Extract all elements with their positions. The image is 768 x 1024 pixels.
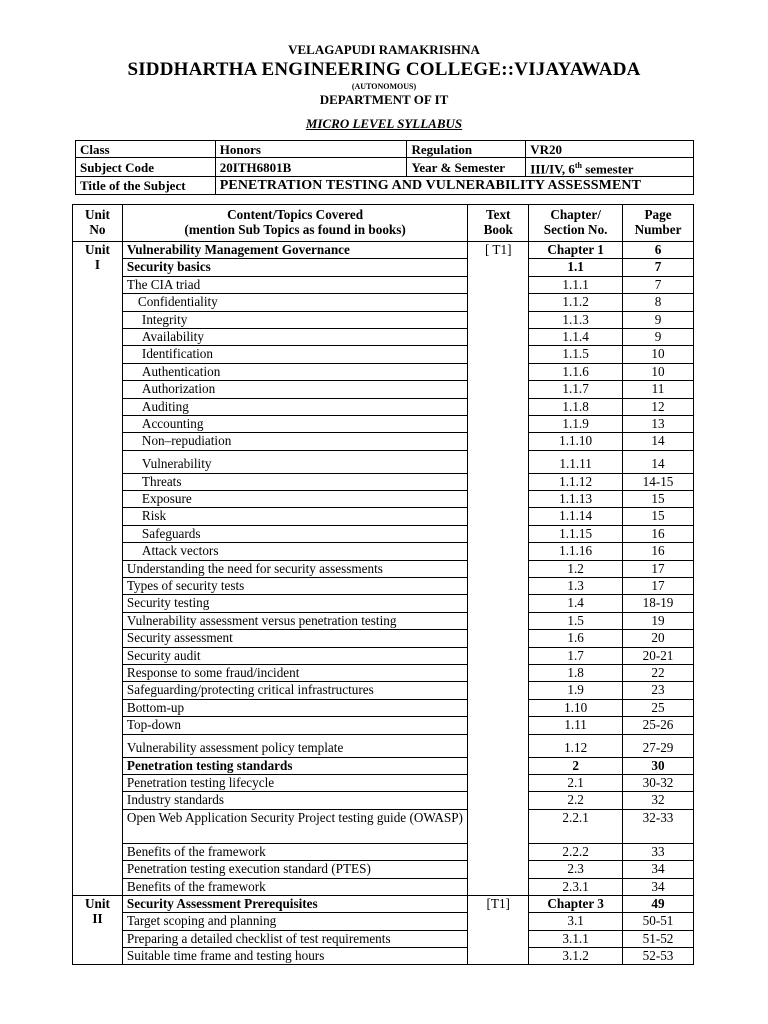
page-cell: 18-19 bbox=[623, 595, 694, 612]
table-row bbox=[73, 792, 694, 809]
page-cell: 34 bbox=[623, 861, 694, 878]
page-cell: 23 bbox=[623, 682, 694, 699]
topic-cell: Threats bbox=[122, 473, 467, 490]
table-row bbox=[73, 560, 694, 577]
section-cell: 1.1.4 bbox=[529, 328, 623, 345]
table-row bbox=[73, 578, 694, 595]
table-header-row bbox=[73, 205, 694, 242]
section-cell: 1.10 bbox=[529, 699, 623, 716]
section-cell: 1.2 bbox=[529, 560, 623, 577]
topic-cell: Integrity bbox=[122, 311, 467, 328]
page-cell: 14 bbox=[623, 450, 694, 473]
page-cell: 20 bbox=[623, 630, 694, 647]
page-cell: 6 bbox=[623, 242, 694, 259]
table-row bbox=[73, 381, 694, 398]
table-row bbox=[73, 276, 694, 293]
section-cell: 2.2.1 bbox=[529, 809, 623, 843]
info-row-class bbox=[76, 141, 694, 158]
page-cell: 14 bbox=[623, 433, 694, 450]
section-cell: 1.1.10 bbox=[529, 433, 623, 450]
table-row bbox=[73, 878, 694, 895]
col-header-unit: Unit No bbox=[73, 205, 123, 242]
section-cell: 2 bbox=[529, 757, 623, 774]
topic-cell: Top-down bbox=[122, 717, 467, 734]
topic-cell: Security testing bbox=[122, 595, 467, 612]
page-cell: 25 bbox=[623, 699, 694, 716]
topic-cell: Open Web Application Security Project testing guide (OWASP) bbox=[122, 809, 467, 843]
class-label: Class bbox=[76, 141, 216, 158]
topic-cell: Vulnerability Management Governance bbox=[122, 242, 467, 259]
topic-cell: Accounting bbox=[122, 415, 467, 432]
table-row bbox=[73, 757, 694, 774]
table-row bbox=[73, 612, 694, 629]
topic-cell: Benefits of the framework bbox=[122, 878, 467, 895]
topic-cell: Benefits of the framework bbox=[122, 843, 467, 860]
section-cell: 2.2 bbox=[529, 792, 623, 809]
course-info-table bbox=[75, 140, 694, 195]
col-header-chapter: Chapter/ Section No. bbox=[529, 205, 623, 242]
autonomous-label: (AUTONOMOUS) bbox=[351, 82, 417, 91]
page-cell: 16 bbox=[623, 525, 694, 542]
page-cell: 30 bbox=[623, 757, 694, 774]
topic-cell: Vulnerability bbox=[122, 450, 467, 473]
topic-cell: Identification bbox=[122, 346, 467, 363]
table-row bbox=[73, 433, 694, 450]
page-cell: 13 bbox=[623, 415, 694, 432]
table-row bbox=[73, 363, 694, 380]
section-cell: 3.1.2 bbox=[529, 948, 623, 965]
page-cell: 34 bbox=[623, 878, 694, 895]
topic-cell: Preparing a detailed checklist of test requirements bbox=[122, 930, 467, 947]
page-cell: 16 bbox=[623, 543, 694, 560]
table-row bbox=[73, 734, 694, 757]
table-row bbox=[73, 774, 694, 791]
section-cell: 1.1.9 bbox=[529, 415, 623, 432]
table-row bbox=[73, 809, 694, 843]
col-header-textbook: Text Book bbox=[468, 205, 529, 242]
topic-cell: Availability bbox=[122, 328, 467, 345]
section-cell: 1.1.1 bbox=[529, 276, 623, 293]
subject-title-label: Title of the Subject bbox=[76, 177, 216, 195]
topic-cell: Non–repudiation bbox=[122, 433, 467, 450]
topic-cell: Target scoping and planning bbox=[122, 913, 467, 930]
page-cell: 52-53 bbox=[623, 948, 694, 965]
table-row bbox=[73, 294, 694, 311]
topic-cell: Security basics bbox=[122, 259, 467, 276]
table-row bbox=[73, 328, 694, 345]
topic-cell: Penetration testing standards bbox=[122, 757, 467, 774]
topic-cell: Security audit bbox=[122, 647, 467, 664]
section-cell: 1.1.2 bbox=[529, 294, 623, 311]
institution-line-1: VELAGAPUDI RAMAKRISHNA bbox=[288, 42, 480, 57]
table-row bbox=[73, 525, 694, 542]
section-cell: 1.1.16 bbox=[529, 543, 623, 560]
table-row bbox=[73, 415, 694, 432]
section-cell: 1.1.7 bbox=[529, 381, 623, 398]
table-row bbox=[73, 664, 694, 681]
info-row-code bbox=[76, 158, 694, 177]
table-row bbox=[73, 699, 694, 716]
regulation-value: VR20 bbox=[526, 141, 694, 158]
topic-cell: Understanding the need for security assessments bbox=[122, 560, 467, 577]
page-cell: 51-52 bbox=[623, 930, 694, 947]
unit-cell: Unit I bbox=[73, 242, 123, 896]
section-cell: 2.3.1 bbox=[529, 878, 623, 895]
section-cell: 1.1.13 bbox=[529, 491, 623, 508]
section-cell: 1.3 bbox=[529, 578, 623, 595]
section-cell: 1.4 bbox=[529, 595, 623, 612]
section-cell: 1.5 bbox=[529, 612, 623, 629]
page-cell: 32 bbox=[623, 792, 694, 809]
year-semester-label: Year & Semester bbox=[407, 158, 526, 177]
section-cell: 1.1.6 bbox=[529, 363, 623, 380]
section-cell: 2.2.2 bbox=[529, 843, 623, 860]
table-row bbox=[73, 948, 694, 965]
page-cell: 27-29 bbox=[623, 734, 694, 757]
topic-cell: Authorization bbox=[122, 381, 467, 398]
table-row bbox=[73, 543, 694, 560]
textbook-cell: [T1] bbox=[468, 895, 529, 965]
topic-cell: Types of security tests bbox=[122, 578, 467, 595]
page-cell: 22 bbox=[623, 664, 694, 681]
class-value: Honors bbox=[215, 141, 407, 158]
subject-code-label: Subject Code bbox=[76, 158, 216, 177]
section-cell: 2.3 bbox=[529, 861, 623, 878]
section-cell: 3.1.1 bbox=[529, 930, 623, 947]
table-row bbox=[73, 930, 694, 947]
page-cell: 9 bbox=[623, 328, 694, 345]
topic-cell: Safeguarding/protecting critical infrastructures bbox=[122, 682, 467, 699]
page-cell: 10 bbox=[623, 363, 694, 380]
page-cell: 20-21 bbox=[623, 647, 694, 664]
table-row bbox=[73, 843, 694, 860]
page-cell: 15 bbox=[623, 491, 694, 508]
page-cell: 25-26 bbox=[623, 717, 694, 734]
section-cell: 1.9 bbox=[529, 682, 623, 699]
year-semester-value: III/IV, 6th semester bbox=[526, 158, 694, 177]
section-cell: 1.1.14 bbox=[529, 508, 623, 525]
section-cell: 3.1 bbox=[529, 913, 623, 930]
section-cell: 1.6 bbox=[529, 630, 623, 647]
page-cell: 17 bbox=[623, 578, 694, 595]
section-cell: 1.7 bbox=[529, 647, 623, 664]
table-row bbox=[73, 508, 694, 525]
page-cell: 19 bbox=[623, 612, 694, 629]
topic-cell: Safeguards bbox=[122, 525, 467, 542]
topic-cell: Penetration testing execution standard (PTES) bbox=[122, 861, 467, 878]
page-cell: 10 bbox=[623, 346, 694, 363]
regulation-label: Regulation bbox=[407, 141, 526, 158]
page-cell: 30-32 bbox=[623, 774, 694, 791]
section-cell: 1.1.15 bbox=[529, 525, 623, 542]
topic-cell: Confidentiality bbox=[122, 294, 467, 311]
col-header-page: Page Number bbox=[623, 205, 694, 242]
table-row bbox=[73, 311, 694, 328]
section-cell: 1.1 bbox=[529, 259, 623, 276]
topic-cell: Attack vectors bbox=[122, 543, 467, 560]
page-cell: 17 bbox=[623, 560, 694, 577]
topic-cell: Authentication bbox=[122, 363, 467, 380]
page-cell: 12 bbox=[623, 398, 694, 415]
page-cell: 49 bbox=[623, 895, 694, 912]
topic-cell: Vulnerability assessment versus penetration testing bbox=[122, 612, 467, 629]
table-row bbox=[73, 913, 694, 930]
table-row bbox=[73, 259, 694, 276]
section-cell: Chapter 3 bbox=[529, 895, 623, 912]
page-cell: 8 bbox=[623, 294, 694, 311]
section-cell: 1.8 bbox=[529, 664, 623, 681]
topic-cell: The CIA triad bbox=[122, 276, 467, 293]
section-cell: 1.1.5 bbox=[529, 346, 623, 363]
section-cell: 2.1 bbox=[529, 774, 623, 791]
table-row bbox=[73, 398, 694, 415]
table-row bbox=[73, 895, 694, 912]
topic-cell: Industry standards bbox=[122, 792, 467, 809]
topic-cell: Security assessment bbox=[122, 630, 467, 647]
page-cell: 50-51 bbox=[623, 913, 694, 930]
section-cell: 1.1.12 bbox=[529, 473, 623, 490]
subject-title-value: PENETRATION TESTING AND VULNERABILITY ASSESSMENT bbox=[215, 177, 693, 195]
topic-cell: Response to some fraud/incident bbox=[122, 664, 467, 681]
table-row bbox=[73, 473, 694, 490]
table-row bbox=[73, 595, 694, 612]
table-row bbox=[73, 682, 694, 699]
page-cell: 32-33 bbox=[623, 809, 694, 843]
topic-cell: Vulnerability assessment policy template bbox=[122, 734, 467, 757]
college-name: SIDDHARTHA ENGINEERING COLLEGE::VIJAYAWADA bbox=[127, 59, 641, 80]
topic-cell: Exposure bbox=[122, 491, 467, 508]
document-title: MICRO LEVEL SYLLABUS bbox=[305, 116, 463, 131]
page-cell: 9 bbox=[623, 311, 694, 328]
table-row bbox=[73, 717, 694, 734]
topic-cell: Risk bbox=[122, 508, 467, 525]
table-row bbox=[73, 861, 694, 878]
section-cell: 1.1.3 bbox=[529, 311, 623, 328]
page-cell: 15 bbox=[623, 508, 694, 525]
department-name: DEPARTMENT OF IT bbox=[319, 92, 449, 107]
syllabus-table bbox=[72, 204, 694, 965]
topic-cell: Penetration testing lifecycle bbox=[122, 774, 467, 791]
textbook-cell: [ T1] bbox=[468, 242, 529, 896]
table-row bbox=[73, 647, 694, 664]
page-cell: 7 bbox=[623, 259, 694, 276]
subject-code-value: 20ITH6801B bbox=[215, 158, 407, 177]
section-cell: 1.12 bbox=[529, 734, 623, 757]
table-row bbox=[73, 630, 694, 647]
col-header-content: Content/Topics Covered (mention Sub Topics as found in books) bbox=[122, 205, 467, 242]
page-cell: 33 bbox=[623, 843, 694, 860]
page-cell: 14-15 bbox=[623, 473, 694, 490]
page-cell: 11 bbox=[623, 381, 694, 398]
table-row bbox=[73, 346, 694, 363]
topic-cell: Bottom-up bbox=[122, 699, 467, 716]
table-row bbox=[73, 242, 694, 259]
section-cell: 1.1.11 bbox=[529, 450, 623, 473]
table-row bbox=[73, 491, 694, 508]
topic-cell: Suitable time frame and testing hours bbox=[122, 948, 467, 965]
section-cell: Chapter 1 bbox=[529, 242, 623, 259]
topic-cell: Security Assessment Prerequisites bbox=[122, 895, 467, 912]
unit-cell: Unit II bbox=[73, 895, 123, 965]
page-cell: 7 bbox=[623, 276, 694, 293]
topic-cell: Auditing bbox=[122, 398, 467, 415]
section-cell: 1.11 bbox=[529, 717, 623, 734]
section-cell: 1.1.8 bbox=[529, 398, 623, 415]
info-row-title bbox=[76, 177, 694, 195]
table-row bbox=[73, 450, 694, 473]
